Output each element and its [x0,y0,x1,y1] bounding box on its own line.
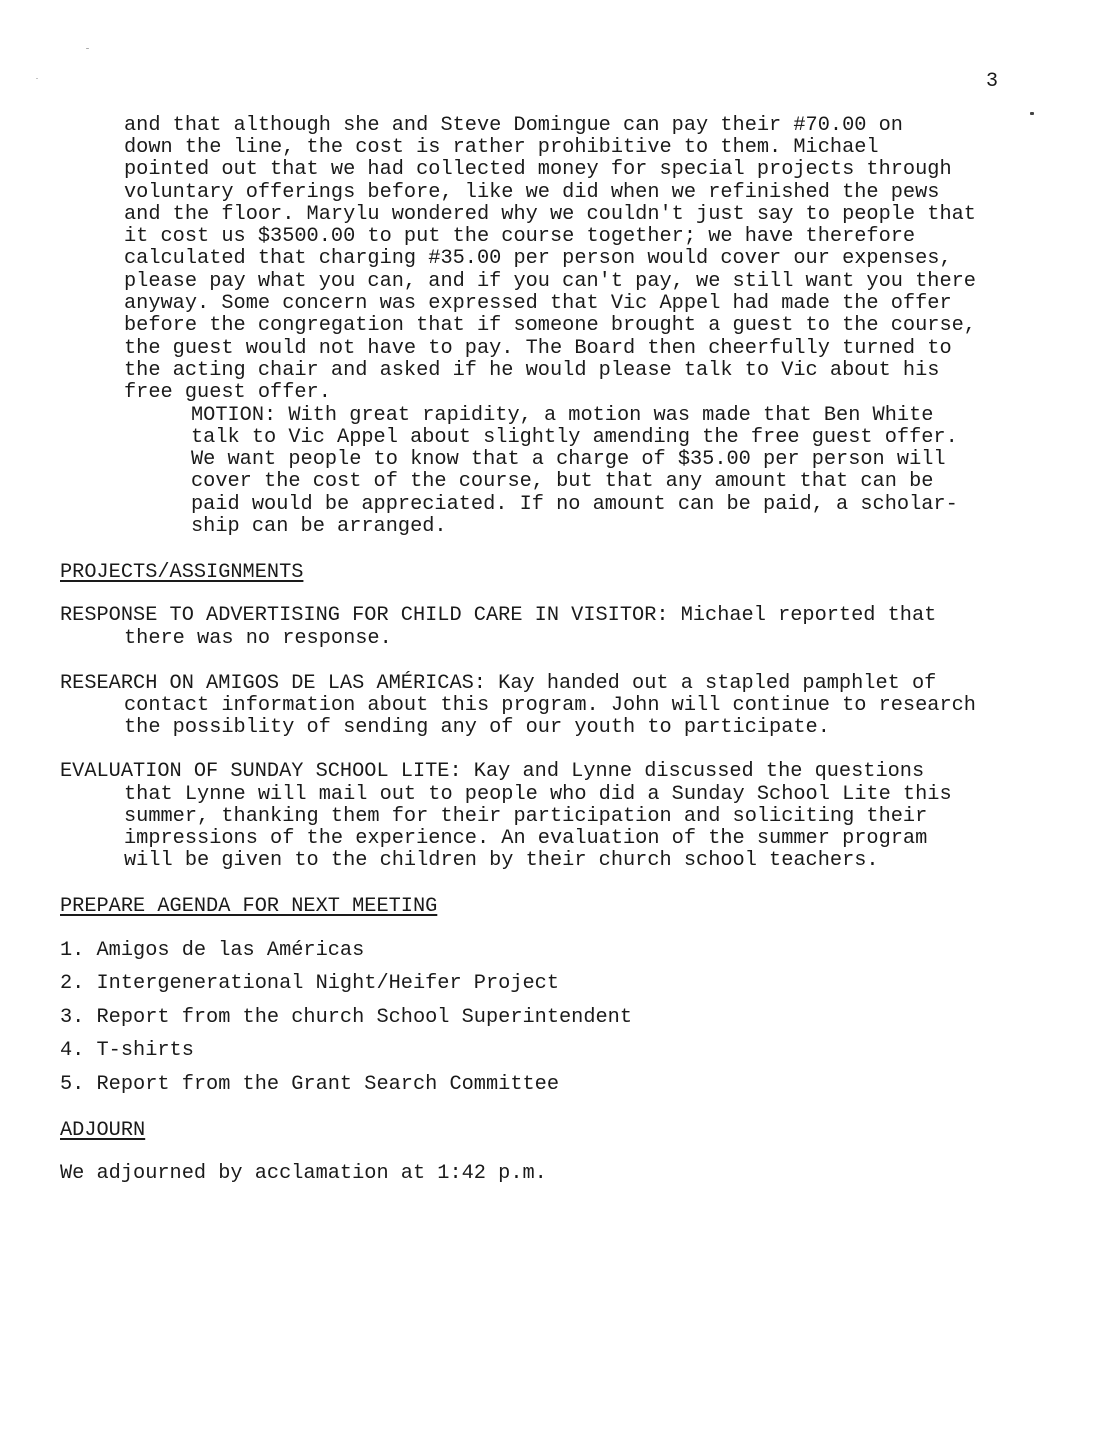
motion-line: talk to Vic Appel about slightly amending the free guest offer. [191,426,958,449]
motion-line: cover the cost of the course, but that any amount that can be [191,470,934,493]
scan-speck [86,48,89,49]
project-line: RESPONSE TO ADVERTISING FOR CHILD CARE IN VISITOR: Michael reported that [60,604,937,627]
adjourn-text: We adjourned by acclamation at 1:42 p.m. [60,1162,547,1185]
project-line: impressions of the experience. An evaluation of the summer program [124,827,928,850]
page-number: 3 [986,70,999,93]
adjourn-heading: ADJOURN [60,1119,146,1142]
paragraph-line: before the congregation that if someone brought a guest to the course, [124,314,976,337]
motion-line: ship can be arranged. [191,515,447,538]
agenda-item: 1. Amigos de las Américas [60,939,365,962]
project-line: will be given to the children by their church school teachers. [124,849,879,872]
paragraph-line: down the line, the cost is rather prohibitive to them. Michael [124,136,879,159]
project-line: EVALUATION OF SUNDAY SCHOOL LITE: Kay and Lynne discussed the questions [60,760,925,783]
paragraph-line: the guest would not have to pay. The Board then cheerfully turned to [124,337,952,360]
agenda-item: 2. Intergenerational Night/Heifer Project [60,972,559,995]
paragraph-line: pointed out that we had collected money for special projects through [124,158,952,181]
project-line: there was no response. [124,627,392,650]
paragraph-line: free guest offer. [124,381,331,404]
project-line: RESEARCH ON AMIGOS DE LAS AMÉRICAS: Kay handed out a stapled pamphlet of [60,672,937,695]
paragraph-line: the acting chair and asked if he would please talk to Vic about his [124,359,940,382]
paragraph-line: voluntary offerings before, like we did when we refinished the pews [124,181,940,204]
project-line: summer, thanking them for their participation and soliciting their [124,805,928,828]
projects-heading: PROJECTS/ASSIGNMENTS [60,561,304,584]
paragraph-line: and the floor. Marylu wondered why we couldn't just say to people that [124,203,976,226]
agenda-heading: PREPARE AGENDA FOR NEXT MEETING [60,895,438,918]
scan-speck [36,78,38,79]
motion-line: paid would be appreciated. If no amount can be paid, a scholar- [191,493,958,516]
agenda-item: 3. Report from the church School Superintendent [60,1006,633,1029]
project-line: contact information about this program. John will continue to research [124,694,976,717]
project-line: that Lynne will mail out to people who did a Sunday School Lite this [124,783,952,806]
paragraph-line: it cost us $3500.00 to put the course together; we have therefore [124,225,916,248]
agenda-item: 5. Report from the Grant Search Committee [60,1073,559,1096]
motion-line: MOTION: With great rapidity, a motion was made that Ben White [191,404,934,427]
paragraph-line: anyway. Some concern was expressed that Vic Appel had made the offer [124,292,952,315]
paragraph-line: and that although she and Steve Domingue can pay their #70.00 on [124,114,903,137]
paragraph-line: calculated that charging #35.00 per person would cover our expenses, [124,247,952,270]
paragraph-line: please pay what you can, and if you can't pay, we still want you there [124,270,976,293]
motion-line: We want people to know that a charge of $35.00 per person will [191,448,946,471]
agenda-item: 4. T-shirts [60,1039,194,1062]
project-line: the possiblity of sending any of our youth to participate. [124,716,830,739]
scan-speck [1030,112,1034,115]
